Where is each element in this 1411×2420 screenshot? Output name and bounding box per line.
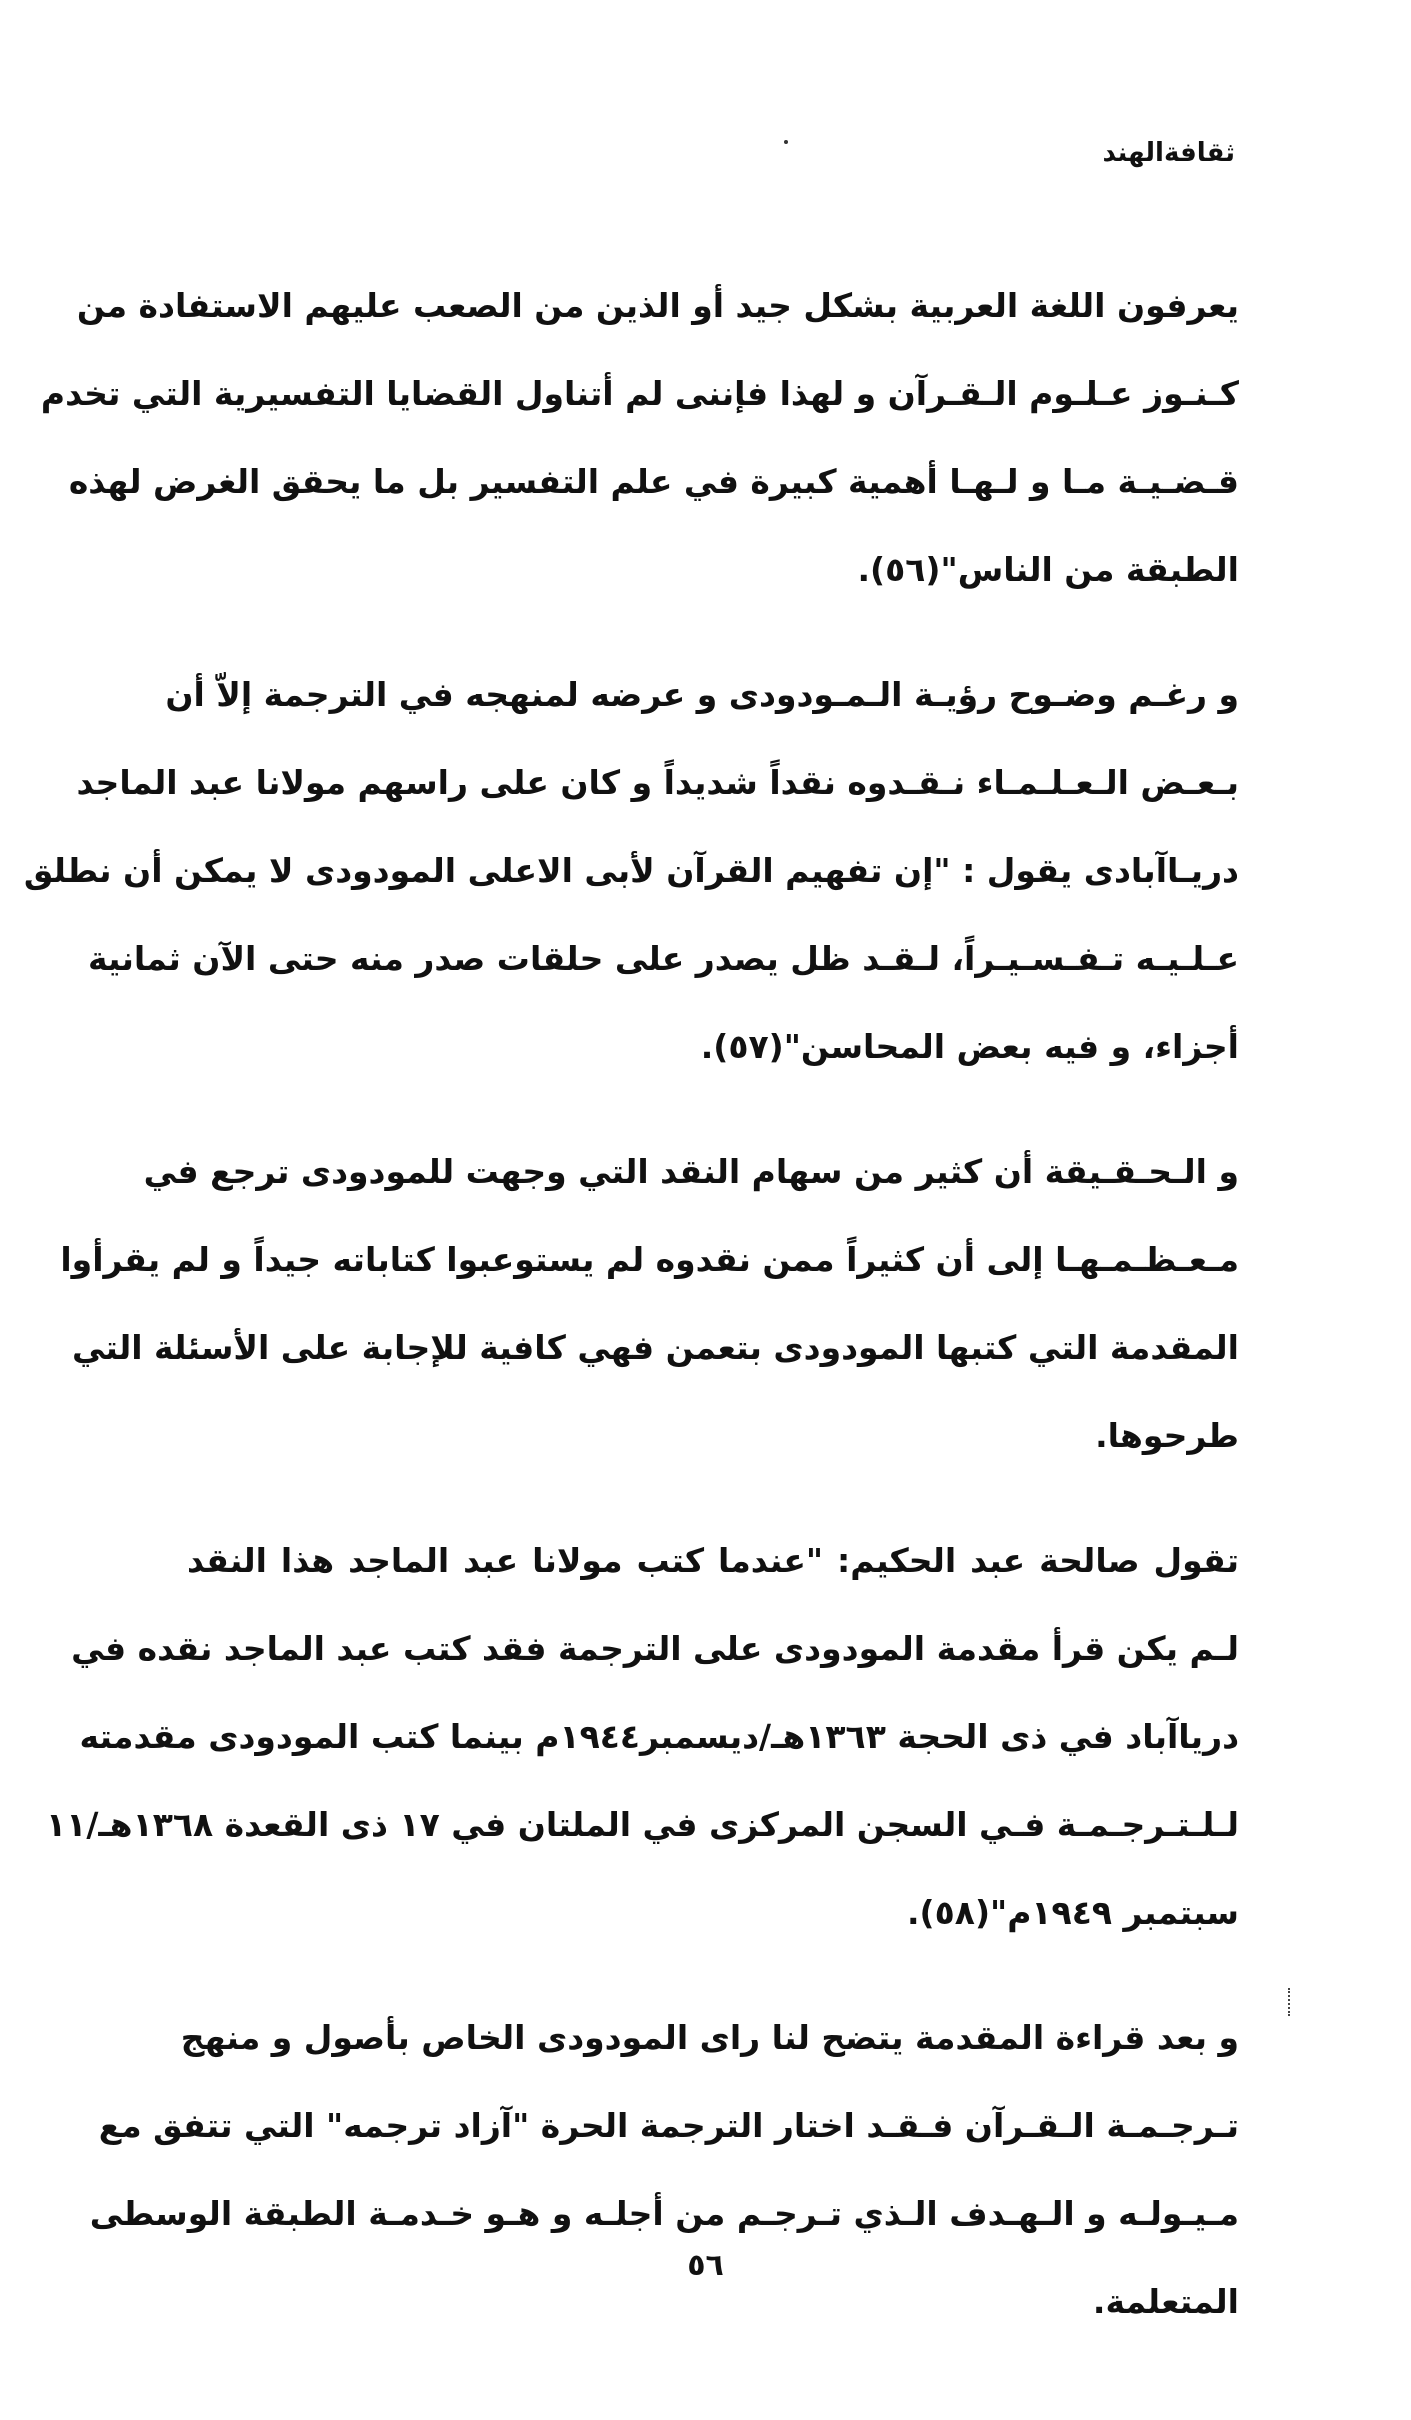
text-line: تقول صالحة عبد الحكيم: "عندما كتب مولانا عبد الماجد هذا النقد [187,1541,1239,1580]
paragraph-5 [89,1994,1239,2346]
text-line: مـعـظـمـهـا إلى أن كثيراً ممن نقدوه لم يستوعبوا كتاباته جيداً و لم يقرأوا [60,1240,1239,1279]
text-line: قـضـيـة مـا و لـهـا أهمية كبيرة في علم التفسير بل ما يحقق الغرض لهذه [68,462,1239,501]
paragraph-3 [60,1128,1239,1480]
text-line: و رغـم وضـوح رؤيـة الـمـودودى و عرضه لمنهجه في الترجمة إلاّ أن [165,675,1239,714]
text-line: مـيـولـه و الـهـدف الـذي تـرجـم من أجلـه و هـو خـدمـة الطبقة الوسطى [89,2194,1239,2233]
text-line: الطبقة من الناس"(٥٦). [857,550,1239,589]
text-line: لـلـتـرجـمـة فـي السجن المركزى في الملتان في ١٧ ذى القعدة ١٣٦٨هـ/١١ [46,1805,1239,1844]
text-line: بـعـض الـعـلـمـاء نـقـدوه نقداً شديداً و كان على راسهم مولانا عبد الماجد [76,763,1239,802]
text-line: طرحوها. [1095,1416,1239,1455]
text-line: كـنـوز عـلـوم الـقـرآن و لهذا فإننى لم أتناول القضايا التفسيرية التي تخدم [40,374,1239,413]
margin-mark [1288,1988,1293,2016]
scan-speck [784,140,788,144]
text-line: المتعلمة. [1092,2282,1239,2321]
paragraph-1 [40,262,1239,614]
text-line: عـلـيـه تـفـسـيـراً، لـقـد ظل يصدر على حلقات صدر منه حتى الآن ثمانية [88,939,1239,978]
text-line: المقدمة التي كتبها المودودى بتعمن فهي كافية للإجابة على الأسئلة التي [71,1328,1239,1367]
running-header-title: ثقافةالهند [1102,138,1235,168]
text-line: يعرفون اللغة العربية بشكل جيد أو الذين من الصعب عليهم الاستفادة من [76,286,1239,325]
text-line: و بعد قراءة المقدمة يتضح لنا راى المودودى الخاص بأصول و منهج [180,2018,1239,2057]
paragraph-4 [46,1517,1239,1957]
text-line: درياآباد في ذى الحجة ١٣٦٣هـ/ديسمبر١٩٤٤م بينما كتب المودودى مقدمته [79,1717,1239,1756]
text-line: و الـحـقـيقة أن كثير من سهام النقد التي وجهت للمودودى ترجع في [143,1152,1239,1191]
text-line: سبتمبر ١٩٤٩م"(٥٨). [907,1893,1239,1932]
page-number: ٥٦ [687,2248,724,2283]
text-line: أجزاء، و فيه بعض المحاسن"(٥٧). [700,1027,1239,1066]
body-text [23,262,1239,2383]
paragraph-2 [23,651,1239,1091]
text-line: تـرجـمـة الـقـرآن فـقـد اختار الترجمة الحرة "آزاد ترجمه" التي تتفق مع [98,2106,1239,2145]
text-line: لـم يكن قرأ مقدمة المودودى على الترجمة فقد كتب عبد الماجد نقده في [71,1629,1239,1668]
text-line: دريـاآبادى يقول : "إن تفهيم القرآن لأبى الاعلى المودودى لا يمكن أن نطلق [23,851,1239,890]
